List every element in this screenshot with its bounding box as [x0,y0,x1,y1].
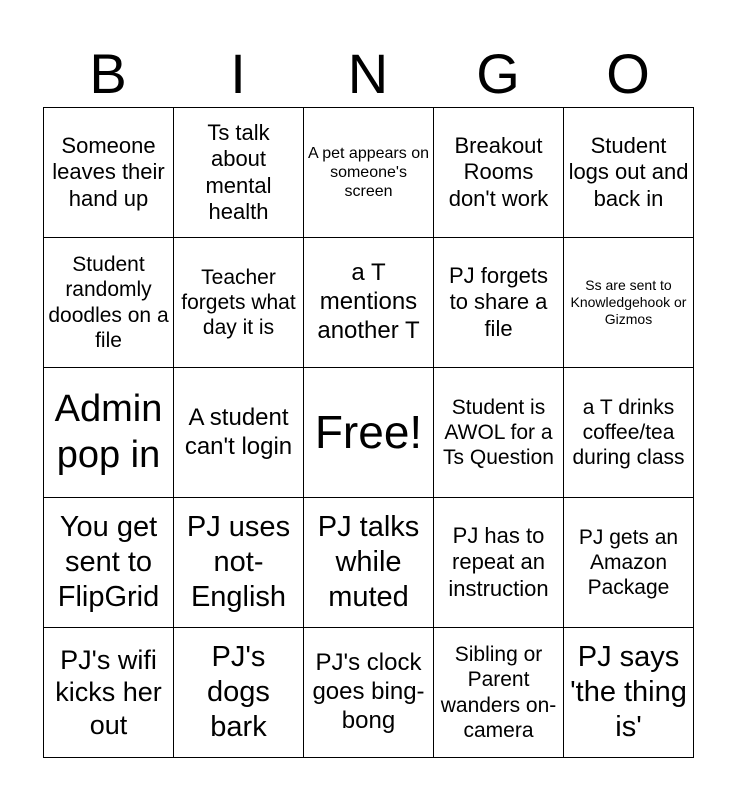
board-row [44,498,694,628]
bingo-cell[interactable]: Someone leaves their hand up [44,108,174,238]
board-row [44,238,694,368]
bingo-cell[interactable]: Student randomly doodles on a file [44,238,174,368]
bingo-cell[interactable]: PJ talks while muted [304,498,434,628]
header-letter-b: B [89,42,127,105]
header-letter-o: O [606,42,650,105]
bingo-cell[interactable]: Breakout Rooms don't work [434,108,564,238]
free-space-cell[interactable]: Free! [304,368,434,498]
bingo-cell[interactable]: a T drinks coffee/tea during class [564,368,694,498]
bingo-cell[interactable]: PJ uses not-English [174,498,304,628]
bingo-cell[interactable]: a T mentions another T [304,238,434,368]
bingo-cell[interactable]: A pet appears on someone's screen [304,108,434,238]
board-row [44,628,694,758]
board-row [44,108,694,238]
bingo-cell[interactable]: Admin pop in [44,368,174,498]
bingo-cell[interactable]: PJ's dogs bark [174,628,304,758]
bingo-cell[interactable]: PJ's clock goes bing-bong [304,628,434,758]
bingo-cell[interactable]: Sibling or Parent wanders on-camera [434,628,564,758]
bingo-cell[interactable]: Student is AWOL for a Ts Question [434,368,564,498]
header-letter-n: N [347,42,389,105]
bingo-cell[interactable]: PJ's wifi kicks her out [44,628,174,758]
board-row [44,368,694,498]
bingo-cell[interactable]: You get sent to FlipGrid [44,498,174,628]
bingo-cell[interactable]: PJ says 'the thing is' [564,628,694,758]
bingo-cell[interactable]: PJ gets an Amazon Package [564,498,694,628]
bingo-cell[interactable]: PJ has to repeat an instruction [434,498,564,628]
bingo-cell[interactable]: PJ forgets to share a file [434,238,564,368]
bingo-cell[interactable]: A student can't login [174,368,304,498]
header-letter-i: I [230,42,246,105]
bingo-cell[interactable]: Teacher forgets what day it is [174,238,304,368]
bingo-board [43,107,694,758]
bingo-cell[interactable]: Ts talk about mental health [174,108,304,238]
bingo-header [43,40,693,108]
bingo-cell[interactable]: Ss are sent to Knowledgehook or Gizmos [564,238,694,368]
header-letter-g: G [476,42,520,105]
bingo-cell[interactable]: Student logs out and back in [564,108,694,238]
